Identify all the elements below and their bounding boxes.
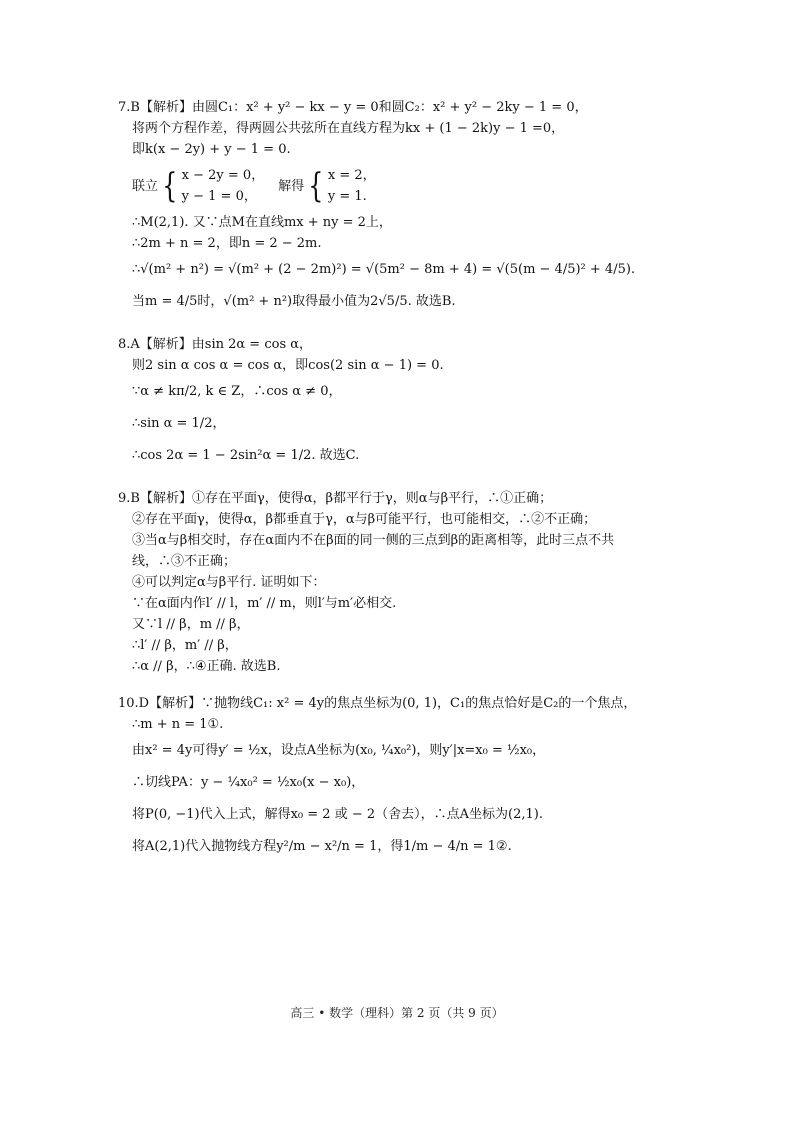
p10-line-6: 将A(2,1)代入抛物线方程y²/m − x²/n = 1，得1/m − 4/n = 1②. (132, 839, 512, 854)
p9-line-6: ∵在α面内作l′ // l，m′ // m，则l′与m′必相交. (132, 596, 397, 611)
p9-line-5: ④可以判定α与β平行. 证明如下： (132, 575, 326, 590)
p9-line-1: 9.B【解析】①存在平面γ，使得α，β都平行于γ，则α与β平行，∴①正确； (118, 491, 553, 506)
brace-icon: { (308, 166, 324, 206)
system-solutions (328, 165, 376, 207)
p7-system (118, 165, 718, 207)
p10-line-3: 由x² = 4y可得y′ = ½x，设点A坐标为(x₀, ¼x₀²)，则y′|x=x₀ = ½x₀， (132, 743, 546, 758)
problem-7 (118, 98, 718, 317)
problem-8 (118, 335, 718, 471)
p7-line-5: ∴2m + n = 2，即n = 2 − 2m. (132, 236, 322, 251)
p7-line-3: 即k(x − 2y) + y − 1 = 0. (132, 142, 291, 157)
p8-line-5: ∴cos 2α = 1 − 2sin²α = 1/2. 故选C. (132, 448, 360, 463)
p7-line-2: 将两个方程作差，得两圆公共弦所在直线方程为kx + (1 − 2k)y − 1 =0， (132, 121, 565, 136)
problem-9 (118, 489, 718, 676)
system-equations (182, 165, 265, 207)
solution-row-1: x = 2， (327, 168, 376, 183)
system-prefix: 联立 (132, 178, 159, 194)
p9-line-7: 又∵l // β，m // β， (132, 617, 250, 632)
system-row-2: y − 1 = 0， (181, 189, 257, 204)
p8-line-3: ∵α ≠ kπ/2, k ∈ Z，∴cos α ≠ 0， (132, 384, 342, 399)
solution-row-2: y = 1. (327, 189, 367, 204)
problem-10 (118, 694, 718, 862)
p9-line-2: ②存在平面γ，使得α，β都垂直于γ，α与β可能平行，也可能相交，∴②不正确； (132, 512, 597, 527)
p10-line-5: 将P(0, −1)代入上式，解得x₀ = 2 或 − 2（舍去），∴点A坐标为(2,1). (132, 807, 543, 822)
p8-line-4: ∴sin α = 1/2， (132, 416, 226, 431)
p10-line-1: 10.D【解析】∵抛物线C₁: x² = 4y的焦点坐标为(0, 1)，C₁的焦点恰好是C₂的一个焦点， (118, 696, 637, 711)
p9-line-4: 线，∴③不正确； (132, 554, 237, 569)
p9-line-3: ③当α与β相交时，存在α面内不在β面的同一侧的三点到β的距离相等，此时三点不共 (132, 533, 615, 548)
p7-line-4: ∴M(2,1). 又∵点M在直线mx + ny = 2上， (132, 215, 392, 230)
p9-line-8: ∴l′ // β，m′ // β， (132, 638, 238, 653)
system-row-1: x − 2y = 0， (181, 168, 265, 183)
p10-line-2: ∴m + n = 1①. (132, 717, 224, 732)
p7-line-6: ∴√(m² + n²) = √(m² + (2 − 2m)²) = √(5m² − 8m + 4) = √(5(m − 4/5)² + 4/5). (132, 262, 636, 277)
p7-line-7: 当m = 4/5时，√(m² + n²)取得最小值为2√5/5. 故选B. (132, 294, 456, 309)
solution-content (118, 96, 718, 864)
p7-line-1: 7.B【解析】由圆C₁：x² + y² − kx − y = 0和圆C₂：x² + y² − 2ky − 1 = 0， (118, 100, 588, 115)
p8-line-1: 8.A【解析】由sin 2α = cos α， (118, 337, 313, 352)
p9-line-9: ∴α // β，∴④正确. 故选B. (132, 659, 281, 674)
page-footer: 高三 • 数学（理科）第 2 页（共 9 页） (290, 1006, 504, 1020)
p8-line-2: 则2 sin α cos α = cos α，即cos(2 sin α − 1) = 0. (132, 358, 444, 373)
system-mid: 解得 (278, 178, 305, 194)
p10-line-4: ∴切线PA：y − ¼x₀² = ½x₀(x − x₀)， (132, 775, 365, 790)
brace-icon: { (162, 166, 178, 206)
